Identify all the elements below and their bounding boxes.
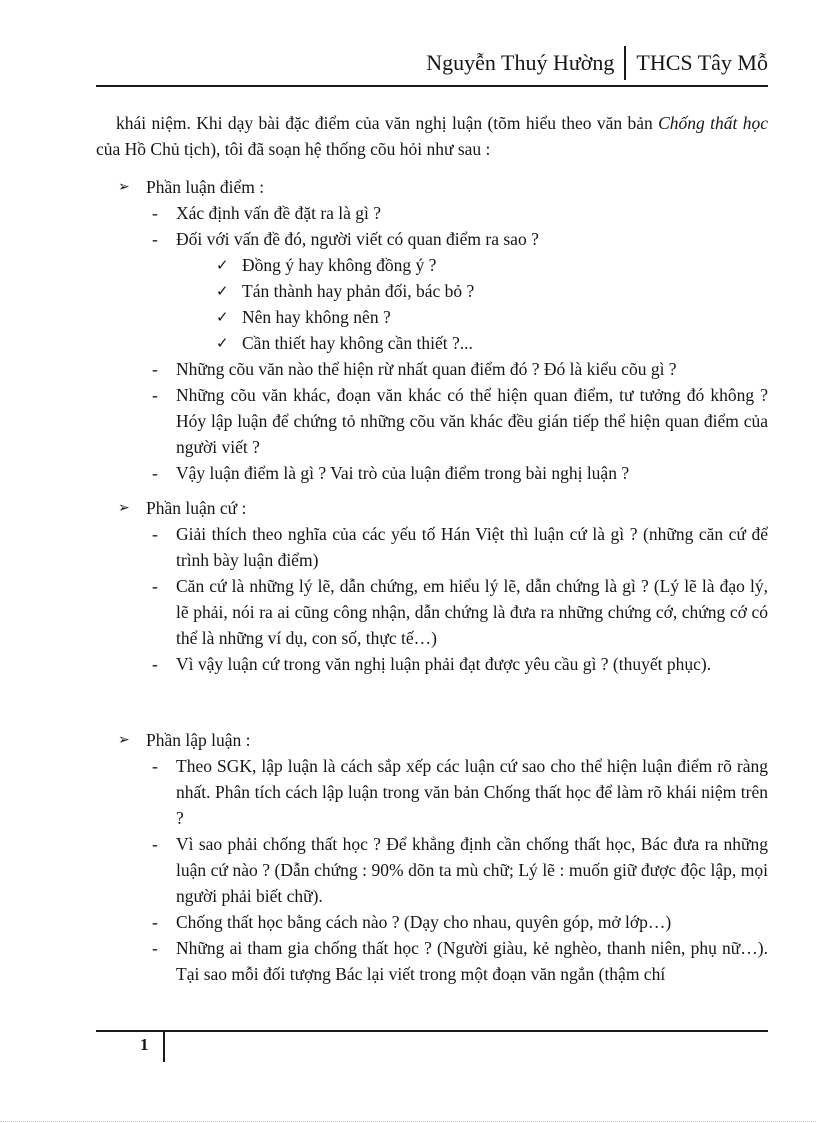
list-item-heading [96,495,768,521]
list-item [96,200,768,226]
list-item-text: Nên hay không nên ? [242,307,391,327]
dash-bullet-icon: - [152,229,158,249]
dash-bullet-icon: - [152,912,158,932]
list-item-check [96,252,768,278]
list-item [96,753,768,831]
list-item-text: Những ai tham gia chống thất học ? (Người giàu, kẻ nghèo, thanh niên, phụ nữ…). Tại sao mỗi đối tượng Bác lại viết trong một đoạn văn ngắn (thậm chí [176,938,768,984]
page-number: 1 [140,1035,149,1054]
list-item-text: Giải thích theo nghĩa của các yếu tố Hán Việt thì luận cứ là gì ? (những căn cứ để trình bày luận điểm) [176,524,768,570]
dash-bullet-icon: - [152,463,158,483]
list-item-text: Xác định vấn đề đặt ra là gì ? [176,203,382,223]
list-item [96,573,768,651]
intro-text-1: khái niệm. Khi dạy bài đặc điểm của văn nghị luận (tõm hiểu theo văn bản [116,113,659,133]
list-item [96,831,768,909]
dash-bullet-icon: - [152,576,158,596]
dash-bullet-icon: - [152,756,158,776]
list-item [96,460,768,486]
author-name: Nguyễn Thuý Hường [426,50,615,75]
arrow-bullet-icon: ➢ [118,500,130,516]
list-item [96,651,768,677]
list-item-text: Những cõu văn nào thể hiện rừ nhất quan điểm đó ? Đó là kiểu cõu gì ? [176,359,677,379]
dash-bullet-icon: - [152,524,158,544]
page-bottom-boundary [0,1121,816,1122]
list-item-text: Phần luận điểm : [146,177,265,197]
list-item-heading [96,727,768,753]
list-item-text: Những cõu văn khác, đoạn văn khác có thể hiện quan điểm, tư tưởng đó không ? Hóy lập luận để chứng tỏ những cõu văn khác đều gián tiếp thể hiện quan điểm của người viết ? [176,385,768,457]
list-item-text: Theo SGK, lập luận là cách sắp xếp các luận cứ sao cho thể hiện luận điểm rõ ràng nhất. Phân tích cách lập luận trong văn bản Chống thất học để làm rõ khái niệm trên ? [176,756,768,828]
list-item-check [96,278,768,304]
dash-bullet-icon: - [152,359,158,379]
list-item-text: Căn cứ là những lý lẽ, dẫn chứng, em hiểu lý lẽ, dẫn chứng là gì ? (Lý lẽ là đạo lý, lẽ phải, nói ra ai cũng công nhận, dẫn chứng là đưa ra những chứng cớ, chứng cớ có thể là những ví dụ, con số, thực tế…) [176,576,768,648]
page-header [96,46,768,87]
list-item-text: Cần thiết hay không cần thiết ?... [242,333,473,353]
check-bullet-icon: ✓ [216,334,229,352]
list-item-text: Đối với vấn đề đó, người viết có quan điểm ra sao ? [176,229,539,249]
intro-text-italic: Chống thất học [658,113,768,133]
document-body [96,110,768,987]
dash-bullet-icon: - [152,938,158,958]
dash-bullet-icon: - [152,203,158,223]
list-item-text: Đồng ý hay không đồng ý ? [242,255,437,275]
intro-text-2: của Hồ Chủ tịch), tôi đã soạn hệ thống cõu hỏi như sau : [96,139,491,159]
list-item-check [96,330,768,356]
check-bullet-icon: ✓ [216,282,229,300]
dash-bullet-icon: - [152,385,158,405]
check-bullet-icon: ✓ [216,256,229,274]
intro-paragraph [96,110,768,162]
list-item-text: Vì sao phải chống thất học ? Để khẳng định cần chống thất học, Bác đưa ra những luận cứ nào ? (Dẫn chứng : 90% dõn ta mù chữ; Lý lẽ : muốn giữ được độc lập, mọi người phải biết chữ). [176,834,768,906]
list-item [96,382,768,460]
list-item [96,226,768,252]
list-item [96,935,768,987]
list-item-heading [96,174,768,200]
dash-bullet-icon: - [152,834,158,854]
check-bullet-icon: ✓ [216,308,229,326]
list-item [96,356,768,382]
list-item-text: Phần lập luận : [146,730,251,750]
list-item-text: Vậy luận điểm là gì ? Vai trò của luận điểm trong bài nghị luận ? [176,463,630,483]
dash-bullet-icon: - [152,654,158,674]
list-item [96,521,768,573]
list-item-text: Tán thành hay phản đối, bác bỏ ? [242,281,475,301]
list-item-text: Vì vậy luận cứ trong văn nghị luận phải đạt được yêu cầu gì ? (thuyết phục). [176,654,712,674]
list-item [96,909,768,935]
arrow-bullet-icon: ➢ [118,179,130,195]
list-item-text: Phần luận cứ : [146,498,247,518]
arrow-bullet-icon: ➢ [118,732,130,748]
school-name: THCS Tây Mỗ [636,50,768,75]
footer-divider [163,1032,165,1062]
list-item-check [96,304,768,330]
list-item-text: Chống thất học bằng cách nào ? (Dạy cho nhau, quyên góp, mở lớp…) [176,912,672,932]
page-footer [96,1030,768,1062]
